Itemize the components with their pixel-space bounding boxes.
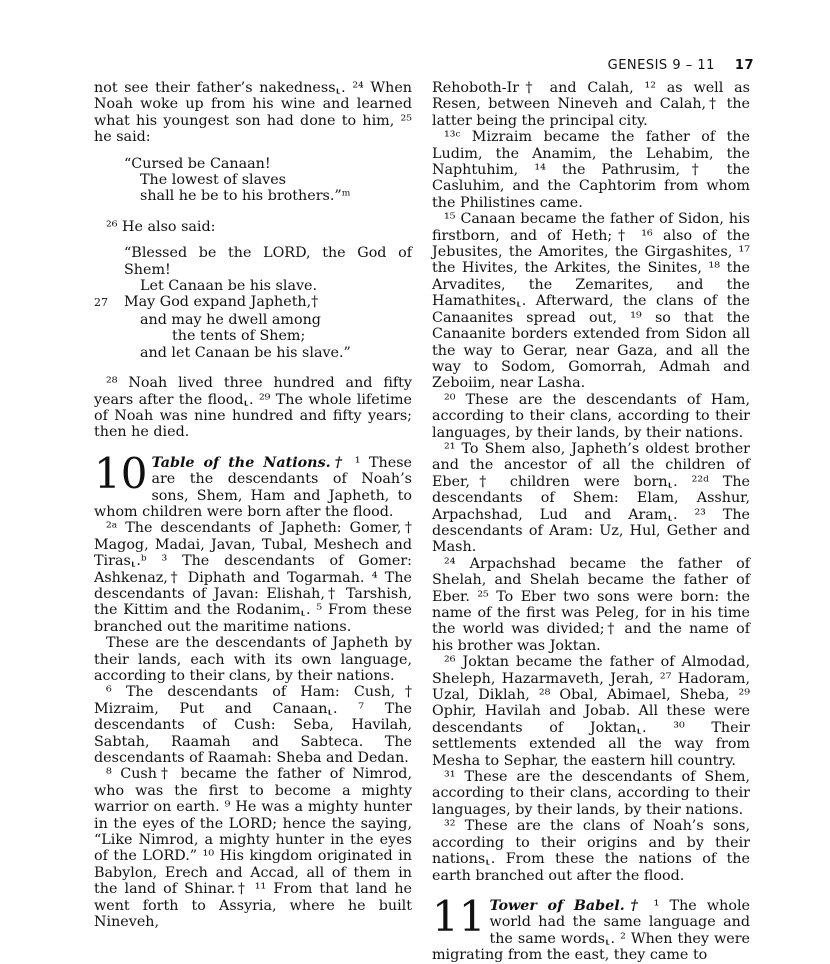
paragraph: ¹⁵ Canaan became the father of Sidon, his firstborn, and of Heth;† ¹⁶ also of the Jebusites, the Amorites, the Girgashites, ¹⁷ the Hivites, the Arkites, the Sinites, ¹⁸ the Arvadites, the Zemarites, and the Hamathites⸤. Afterward, the clans of the Canaanites spread out, ¹⁹ so that the Canaanite borders extended from Sidon all the way to Gerar, near Gaza, and all the way to Sodom, Gomorrah, Admah and Zeboiim, near Lasha. (432, 211, 750, 392)
right-column (432, 80, 750, 964)
page-number: 17 (734, 58, 754, 73)
paragraph: ³¹ These are the descendants of Shem, according to their clans, according to their languages, by their lands, by their nations. (432, 769, 750, 818)
paragraph: ²⁴ Arpachshad became the father of Shelah, and Shelah became the father of Eber. ²⁵ To Eber two sons were born: the name of the first was Peleg, for in his time the world was divided;† and the name of his brother was Joktan. (432, 555, 750, 654)
paragraph: not see their father’s nakedness⸤. ²⁴ When Noah woke up from his wine and learned what his youngest son had done to him, ²⁵ he said: (94, 80, 412, 146)
paragraph: ¹³ᶜ Mizraim became the father of the Ludim, the Anamim, the Lehabim, the Naphtuhim, ¹⁴ the Pathrusim,† the Casluhim, and the Caphtorim from whom the Philistines came. (432, 129, 750, 211)
chapter-text: ¹ These are the descendants of Noah’s sons, Shem, Ham and Japheth, to whom children were born after the flood. (94, 454, 412, 520)
paragraph: ³² These are the clans of Noah’s sons, according to their origins and by their nations⸤. From these the nations of the earth branched out after the flood. (432, 818, 750, 884)
left-column (94, 80, 412, 931)
poem-line: shall he be to his brothers.”ᵐ (140, 188, 351, 205)
paragraph: ²⁰ These are the descendants of Ham, according to their clans, according to their languages, by their lands, by their nations. (432, 391, 750, 441)
paragraph: ²ᵃ The descendants of Japheth: Gomer,† Magog, Madai, Javan, Tubal, Meshech and Tiras⸤.ᵇ ³ The descendants of Gomer: Ashkenaz,† Diphath and Togarmah. ⁴ The descendants of Javan: Elishah,† Tarshish, the Kittim and the Rodanim⸤. ⁵ From these branched out the maritime nations. (94, 520, 412, 635)
paragraph: ²⁶ Joktan became the father of Almodad, Sheleph, Hazarmaveth, Jerah, ²⁷ Hadoram, Uzal, Diklah, ²⁸ Obal, Abimael, Sheba, ²⁹ Ophir, Havilah and Jobab. All these were descendants of Joktan⸤. ³⁰ Their settlements extended all the way from Mesha to Sephar, the eastern hill country. (432, 654, 750, 769)
paragraph: These are the descendants of Japheth by their lands, each with its own language, according to their clans, by their nations. (94, 635, 412, 684)
poem-line: and may he dwell among (140, 311, 321, 328)
poem-line: and let Canaan be his slave.” (140, 344, 351, 361)
chapter-text: ¹ The whole world had the same language and the same words⸤. ² When they were migrating from the east, they came to (432, 897, 750, 964)
poem-line: the tents of Shem; (172, 328, 306, 345)
book-range: GENESIS 9 – 11 (607, 58, 715, 73)
chapter-number: 11 (432, 897, 486, 941)
paragraph: ²¹ To Shem also, Japheth’s oldest brother and the ancestor of all the children of Eber,† children were born⸤. ²²ᵈ The descendants of Shem: Elam, Asshur, Arpachshad, Lud and Aram⸤. ²³ The descendants of Aram: Uz, Hul, Gether and Mash. (432, 440, 750, 556)
poem-blessed-lord (94, 245, 412, 361)
chapter-11 (432, 898, 750, 964)
paragraph: ⁶ The descendants of Ham: Cush,† Mizraim, Put and Canaan⸤. ⁷ The descendants of Cush: Seba, Havilah, Sabtah, Raamah and Sabteca. The descendants of Raamah: Sheba and Dedan. (94, 684, 412, 767)
paragraph: ²⁸ Noah lived three hundred and fifty years after the flood⸤. ²⁹ The whole lifetime of Noah was nine hundred and fifty years; then he died. (94, 375, 412, 441)
poem-line: “Cursed be Canaan! (124, 155, 271, 172)
verse-number: 27 (94, 296, 108, 310)
poem-line: “Blessed be the LORD, the God of Shem! (124, 245, 412, 278)
section-heading: Tower of Babel.† (489, 897, 644, 914)
poem-line-27 (94, 294, 412, 311)
poem-line: Let Canaan be his slave. (140, 278, 318, 295)
paragraph: Rehoboth-Ir† and Calah, ¹² as well as Resen, between Nineveh and Calah,† the latter being the principal city. (432, 80, 750, 129)
chapter-10 (94, 455, 412, 521)
chapter-number: 10 (94, 454, 148, 498)
running-header (608, 58, 754, 73)
poem-cursed-canaan (94, 156, 412, 205)
poem-line-text: May God expand Japheth,† (124, 294, 319, 311)
paragraph: ²⁶ He also said: (106, 218, 216, 235)
section-heading: Table of the Nations.† (151, 454, 347, 471)
poem-line: The lowest of slaves (140, 172, 287, 189)
paragraph: ⁸ Cush† became the father of Nimrod, who was the first to become a mighty warrior on earth. ⁹ He was a mighty hunter in the eyes of the LORD; hence the saying, “Like Nimrod, a mighty hunter in the eyes of the LORD.” ¹⁰ His kingdom originated in Babylon, Erech and Accad, all of them in the land of Shinar.† ¹¹ From that land he went forth to Assyria, where he built Nineveh, (94, 766, 412, 931)
